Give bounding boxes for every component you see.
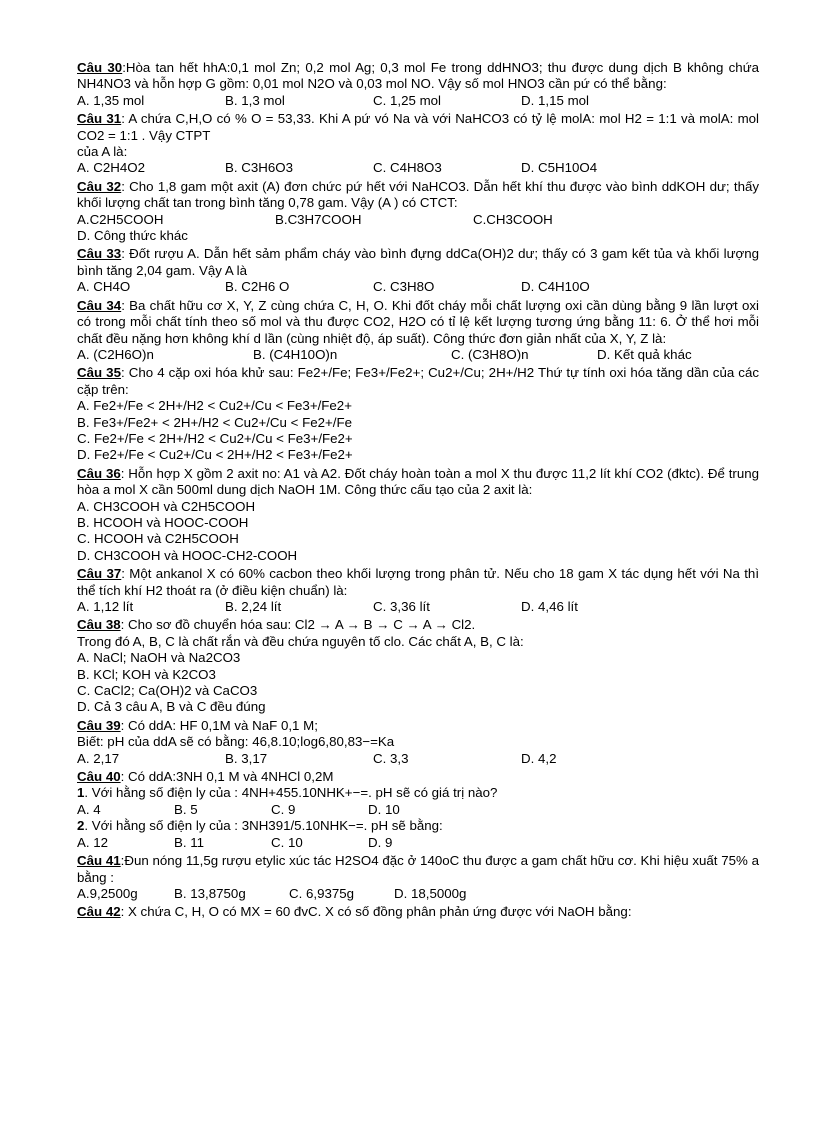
question-text-continued: Trong đó A, B, C là chất rắn và đều chứa nguyên tố clo. Các chất A, B, C là: [77,633,524,649]
option-d: D. 18,5000g [394,885,467,901]
question-text: Câu 40: Có ddA:3NH 0,1 M và 4NHCl 0,2M [77,769,334,785]
option-b: B. 5 [174,801,198,817]
option-c: C. CaCl2; Ca(OH)2 và CaCO3 [77,683,258,699]
question-label: Câu 37 [77,566,122,582]
question-label: Câu 39 [77,717,121,733]
option-a: A. CH4O [77,279,131,295]
question-text: Câu 37: Một ankanol X có 60% cacbon theo khối lượng trong phân tử. Nếu cho 18 gam X tác dụng hết với Na thì thể tích khí H2 thoát ra (ở điều kiện chuẩn) là: [77,566,760,598]
option-b: B. 2,24 lít [225,599,282,614]
question-text: Câu 36: Hỗn hợp X gồm 2 axit no: A1 và A2. Đốt cháy hoàn toàn a mol X thu được 11,2 lít khí CO2 (đktc). Để trung hòa a mol X cần 500ml dung dịch NaOH 1M. Công thức cấu tạo của 2 axit là: [77,465,760,498]
question-text: Câu 39: Có ddA: HF 0,1M và NaF 0,1 M; [77,717,318,733]
answer-options [77,802,759,818]
option-b: B. 3,17 [225,750,268,766]
question-text: Câu 35: Cho 4 cặp oxi hóa khử sau: Fe2+/Fe; Fe3+/Fe2+; Cu2+/Cu; 2H+/H2 Thứ tự tính oxi hóa tăng dần của các cặp trên: [77,365,760,397]
sub-question-2: 2. Với hằng số điện ly của : 3NH391/5.10NHK−=. pH sẽ bằng: [77,818,443,834]
option-b: B. C2H6 O [225,279,290,295]
option-d: D. CH3COOH và HOOC-CH2-COOH [77,547,298,563]
option-a: A. 2,17 [77,750,120,766]
answer-options [77,499,759,565]
question-34 [77,298,759,364]
option-d: D. 4,46 lít [521,599,578,614]
option-a: A. 1,35 mol [77,92,145,108]
option-c: C. 1,25 mol [373,92,441,108]
question-30 [77,60,759,109]
question-text-continued: của A là: [77,144,128,160]
answer-options [77,599,759,615]
option-a: A. CH3COOH và C2H5COOH [77,498,256,514]
option-d: D. C4H10O [521,279,590,295]
question-40 [77,769,759,851]
option-b: B. 1,3 mol [225,92,285,108]
answer-options [77,835,759,851]
answer-options [77,398,759,464]
question-label: Câu 42 [77,904,121,920]
option-b: B. C3H6O3 [225,160,293,176]
question-text: Câu 32: Cho 1,8 gam một axit (A) đơn chức pứ hết với NaHCO3. Dẫn hết khí thu được vào bình ddKOH dư; thấy khối lượng chất tan trong bình tăng 0,78 gam. Vậy (A ) có CTCT: [77,178,760,211]
option-b: B. Fe3+/Fe2+ < 2H+/H2 < Cu2+/Cu < Fe2+/Fe [77,414,352,430]
question-text: Câu 38: Cho sơ đồ chuyển hóa sau: Cl2 → A → B → C → A → Cl2. [77,617,476,633]
document-page [77,60,759,923]
answer-options [77,751,759,767]
option-b: B. 13,8750g [174,885,246,901]
question-label: Câu 32 [77,178,122,194]
option-b: B. KCl; KOH và K2CO3 [77,666,216,682]
option-c: C. 10 [271,834,303,850]
option-a: A.C2H5COOH [77,211,164,227]
answer-options [77,160,759,176]
answer-options [77,279,759,295]
question-35 [77,365,759,463]
question-42 [77,904,759,920]
question-32 [77,179,759,245]
answer-options [77,212,759,245]
question-31 [77,111,759,177]
option-c: C. HCOOH và C2H5COOH [77,531,239,547]
question-label: Câu 31 [77,111,122,127]
question-text-continued: Biết: pH của ddA sẽ có bằng: 46,8.10;log6,80,83−=Ka [77,734,395,750]
question-text: Câu 34: Ba chất hữu cơ X, Y, Z cùng chứa C, H, O. Khi đốt cháy mỗi chất lượng oxi cần dùng bằng 9 lần lượt oxi có trong mỗi chất tính theo số mol và thu được CO2, H2O có tỉ lệ kết lượng tương ứng bằng 11: 6. Ở thể hơi mỗi chất đều nặng hơn không khí d lần (cùng nhiệt độ, áp suất). Công thức đơn giản nhất của X, Y, Z là: [77,297,759,346]
question-37 [77,566,759,615]
option-a: A. 1,12 lít [77,599,134,614]
question-text: Câu 31: A chứa C,H,O có % O = 53,33. Khi A pứ vó Na và với NaHCO3 có tỷ lệ molA: mol H2 = 1:1 và molA: mol CO2 = 1:1 . Vậy CTPT [77,111,759,143]
option-b: B. (C4H10O)n [253,346,338,362]
option-d: D. C5H10O4 [521,160,598,176]
option-c: C. 3,36 lít [373,599,430,614]
option-c: C. C4H8O3 [373,160,442,176]
option-a: A. Fe2+/Fe < 2H+/H2 < Cu2+/Cu < Fe3+/Fe2+ [77,398,352,414]
sub-question-1: 1. Với hằng số điện ly của : 4NH+455.10NHK+−=. pH sẽ có giá trị nào? [77,785,498,801]
question-label: Câu 36 [77,465,121,481]
option-c: C.CH3COOH [473,211,553,227]
option-a: A. 4 [77,801,101,817]
option-c: C. 6,9375g [289,885,355,901]
question-33 [77,246,759,295]
question-41 [77,853,759,902]
option-c: C. 3,3 [373,750,409,766]
option-d: D. Cả 3 câu A, B và C đều đúng [77,699,266,715]
answer-options [77,347,759,363]
option-d: D. 10 [368,801,400,817]
option-a: A. NaCl; NaOH và Na2CO3 [77,650,241,666]
question-label: Câu 35 [77,365,121,381]
question-label: Câu 30 [77,60,123,75]
answer-options [77,886,759,902]
option-b: B.C3H7COOH [275,211,362,227]
question-text: Câu 41:Đun nóng 11,5g rượu etylic xúc tác H2SO4 đặc ở 140oC thu được a gam chất hữu cơ. Khi hiệu xuất 75% a bằng : [77,853,760,885]
question-text: Câu 42: X chứa C, H, O có MX = 60 đvC. X có số đồng phân phản ứng được với NaOH bằng: [77,904,632,920]
question-label: Câu 41 [77,853,121,869]
option-c: C. Fe2+/Fe < 2H+/H2 < Cu2+/Cu < Fe3+/Fe2+ [77,430,353,446]
option-a: A. 12 [77,834,109,850]
answer-options [77,650,759,716]
option-a: A.9,2500g [77,885,138,901]
question-39 [77,718,759,767]
question-text: Câu 33: Đốt rượu A. Dẫn hết sảm phẩm cháy vào bình đựng ddCa(OH)2 dư; thấy có 3 gam kết tủa và khối lượng bình tăng 2,04 gam. Vậy A là [77,246,759,278]
option-d: D. 1,15 mol [521,92,589,108]
option-b: B. 11 [174,834,205,850]
option-a: A. C2H4O2 [77,160,145,176]
question-label: Câu 38 [77,617,121,633]
option-d: D. Fe2+/Fe < Cu2+/Cu < 2H+/H2 < Fe3+/Fe2+ [77,447,353,463]
option-d: D. 4,2 [521,750,557,766]
option-c: C. C3H8O [373,279,435,295]
question-38 [77,617,759,715]
answer-options [77,93,759,109]
question-36 [77,466,759,564]
option-d: D. Công thức khác [77,228,188,244]
question-label: Câu 34 [77,297,122,313]
option-c: C. 9 [271,801,296,817]
question-label: Câu 40 [77,769,121,785]
option-c: C. (C3H8O)n [451,346,529,362]
question-text: Câu 30:Hòa tan hết hhA:0,1 mol Zn; 0,2 mol Ag; 0,3 mol Fe trong ddHNO3; thu được dung dịch B không chứa NH4NO3 và hỗn hợp G gồm: 0,01 mol N2O và 0,03 mol NO. Vậy số mol HNO3 cần pứ có thể bằng: [77,60,759,92]
option-b: B. HCOOH và HOOC-COOH [77,514,249,530]
question-label: Câu 33 [77,246,122,262]
option-a: A. (C2H6O)n [77,346,154,362]
option-d: D. Kết quả khác [597,346,692,362]
option-d: D. 9 [368,834,393,850]
